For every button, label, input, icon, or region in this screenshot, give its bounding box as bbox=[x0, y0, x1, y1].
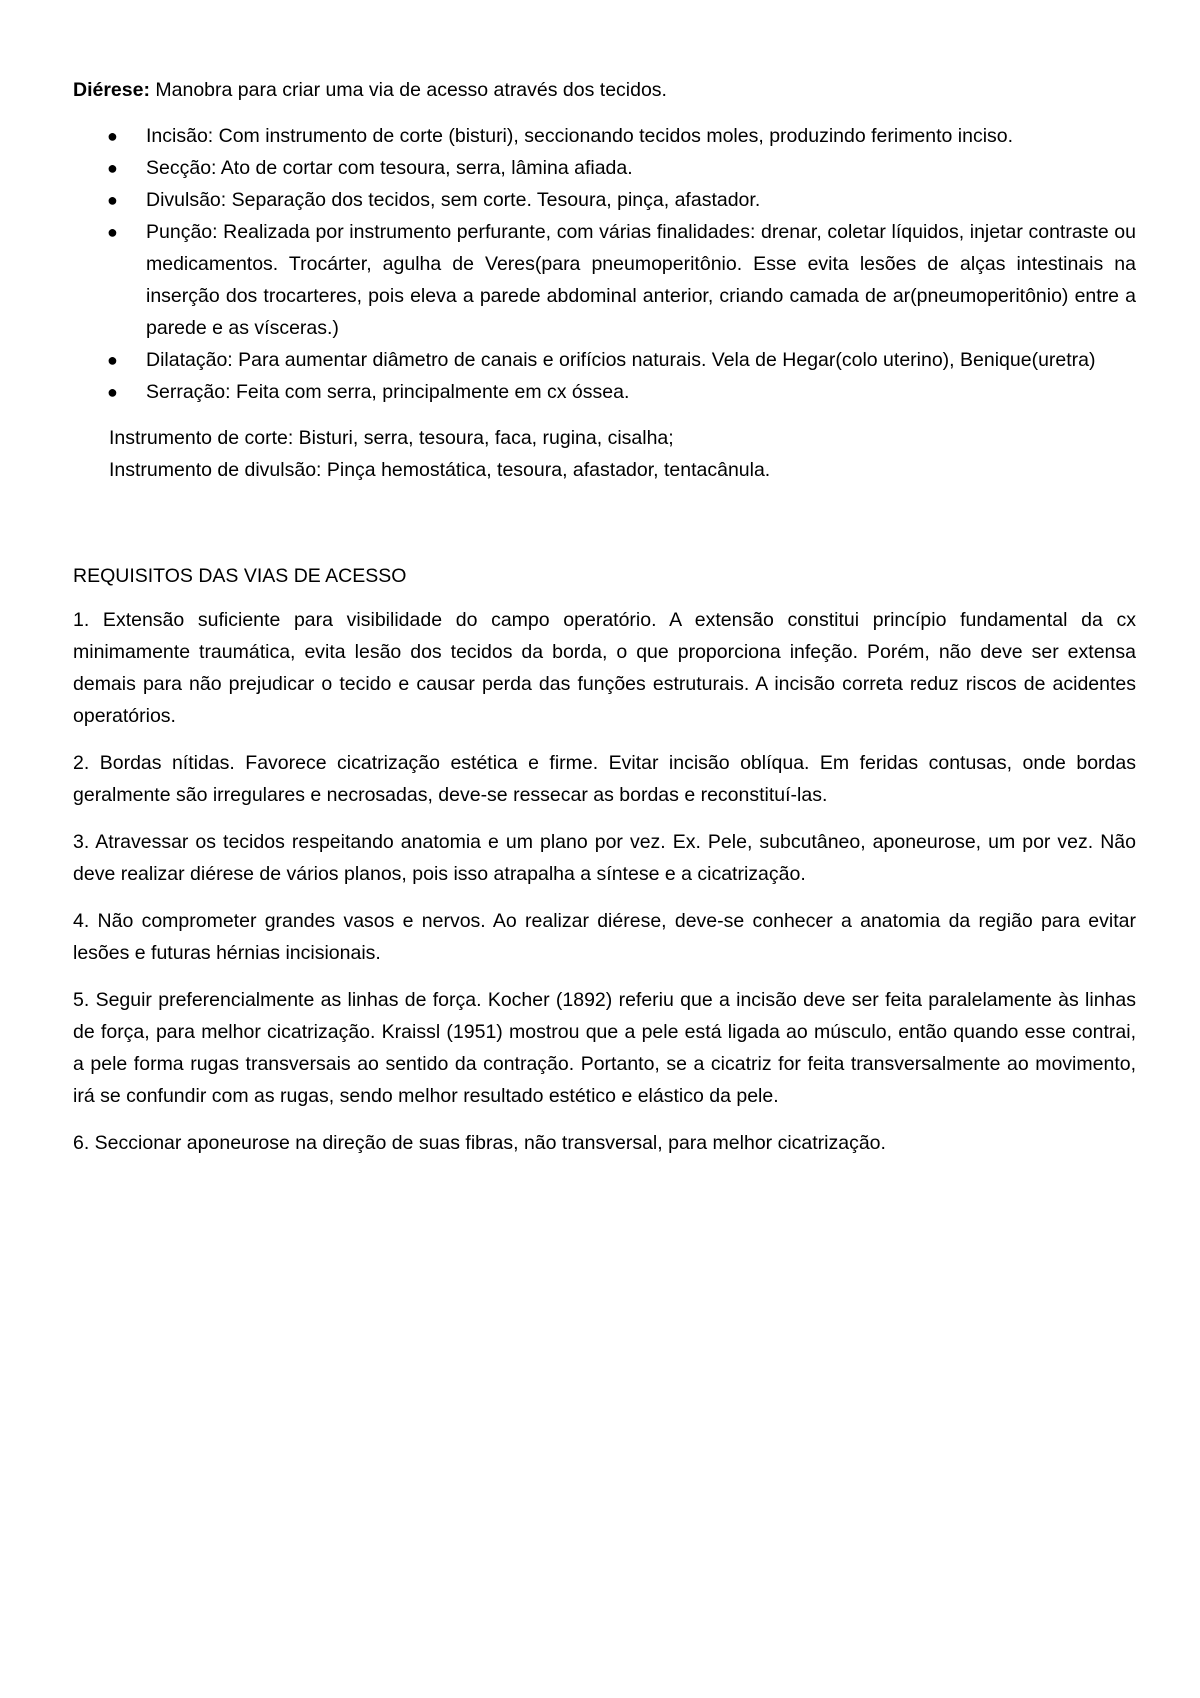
requirement-paragraph: 2. Bordas nítidas. Favorece cicatrização estética e firme. Evitar incisão oblíqua. Em feridas contusas, onde bordas geralmente são irregulares e necrosadas, deve-se ressecar as bordas e reconstituí-las. bbox=[73, 752, 1136, 806]
bullet-icon: ● bbox=[107, 126, 118, 146]
bullet-icon: ● bbox=[107, 222, 118, 242]
bullet-icon: ● bbox=[107, 190, 118, 210]
requirement-paragraph: 1. Extensão suficiente para visibilidade do campo operatório. A extensão constitui princípio fundamental da cx minimamente traumática, evita lesão dos tecidos da borda, o que proporciona infeção. Porém, não deve ser extensa demais para não prejudicar o tecido e causar perda das funções estruturais. A incisão correta reduz riscos de acidentes operatórios. bbox=[73, 609, 1136, 727]
intro-definition: Manobra para criar uma via de acesso através dos tecidos. bbox=[149, 79, 667, 101]
intro-term: Diérese: bbox=[73, 79, 150, 101]
instruments-block bbox=[109, 422, 1136, 486]
list-item bbox=[107, 376, 1136, 408]
section-title: REQUISITOS DAS VIAS DE ACESSO bbox=[73, 565, 407, 587]
requirement-paragraph: 3. Atravessar os tecidos respeitando anatomia e um plano por vez. Ex. Pele, subcutâneo, aponeurose, um por vez. Não deve realizar diérese de vários planos, pois isso atrapalha a síntese e a cicatrização. bbox=[73, 831, 1136, 885]
list-item-text: Dilatação: Para aumentar diâmetro de canais e orifícios naturais. Vela de Hegar(colo uterino), Benique(uretra) bbox=[146, 349, 1096, 371]
list-item-text: Secção: Ato de cortar com tesoura, serra, lâmina afiada. bbox=[146, 157, 633, 179]
instrument-corte: Instrumento de corte: Bisturi, serra, tesoura, faca, rugina, cisalha; bbox=[109, 427, 674, 449]
list-item bbox=[107, 216, 1136, 344]
list-item bbox=[107, 184, 1136, 216]
bullet-icon: ● bbox=[107, 382, 118, 402]
list-item-text: Serração: Feita com serra, principalmente em cx óssea. bbox=[146, 381, 630, 403]
diérese-types-list bbox=[73, 120, 1136, 408]
bullet-icon: ● bbox=[107, 158, 118, 178]
list-item bbox=[107, 120, 1136, 152]
requirement-paragraph: 4. Não comprometer grandes vasos e nervos. Ao realizar diérese, deve-se conhecer a anatomia da região para evitar lesões e futuras hérnias incisionais. bbox=[73, 910, 1136, 964]
list-item bbox=[107, 152, 1136, 184]
requirement-paragraph: 6. Seccionar aponeurose na direção de suas fibras, não transversal, para melhor cicatrização. bbox=[73, 1132, 886, 1154]
requirement-paragraph: 5. Seguir preferencialmente as linhas de força. Kocher (1892) referiu que a incisão deve ser feita paralelamente às linhas de força, para melhor cicatrização. Kraissl (1951) mostrou que a pele está ligada ao músculo, então quando esse contrai, a pele forma rugas transversais ao sentido da contração. Portanto, se a cicatriz for feita transversalmente ao movimento, irá se confundir com as rugas, sendo melhor resultado estético e elástico da pele. bbox=[73, 989, 1136, 1107]
bullet-icon: ● bbox=[107, 350, 118, 370]
list-item-text: Incisão: Com instrumento de corte (bisturi), seccionando tecidos moles, produzindo ferimento inciso. bbox=[146, 125, 1014, 147]
list-item-text: Punção: Realizada por instrumento perfurante, com várias finalidades: drenar, coletar líquidos, injetar contraste ou medicamentos. Trocárter, agulha de Veres(para pneumoperitônio. Esse evita lesões de alças intestinais na inserção dos trocarteres, pois eleva a parede abdominal anterior, criando camada de ar(pneumoperitônio) entre a parede e as vísceras.) bbox=[146, 221, 1136, 339]
intro-paragraph bbox=[73, 74, 1136, 106]
instrument-divulsao: Instrumento de divulsão: Pinça hemostática, tesoura, afastador, tentacânula. bbox=[109, 459, 771, 481]
list-item-text: Divulsão: Separação dos tecidos, sem corte. Tesoura, pinça, afastador. bbox=[146, 189, 761, 211]
list-item bbox=[107, 344, 1136, 376]
